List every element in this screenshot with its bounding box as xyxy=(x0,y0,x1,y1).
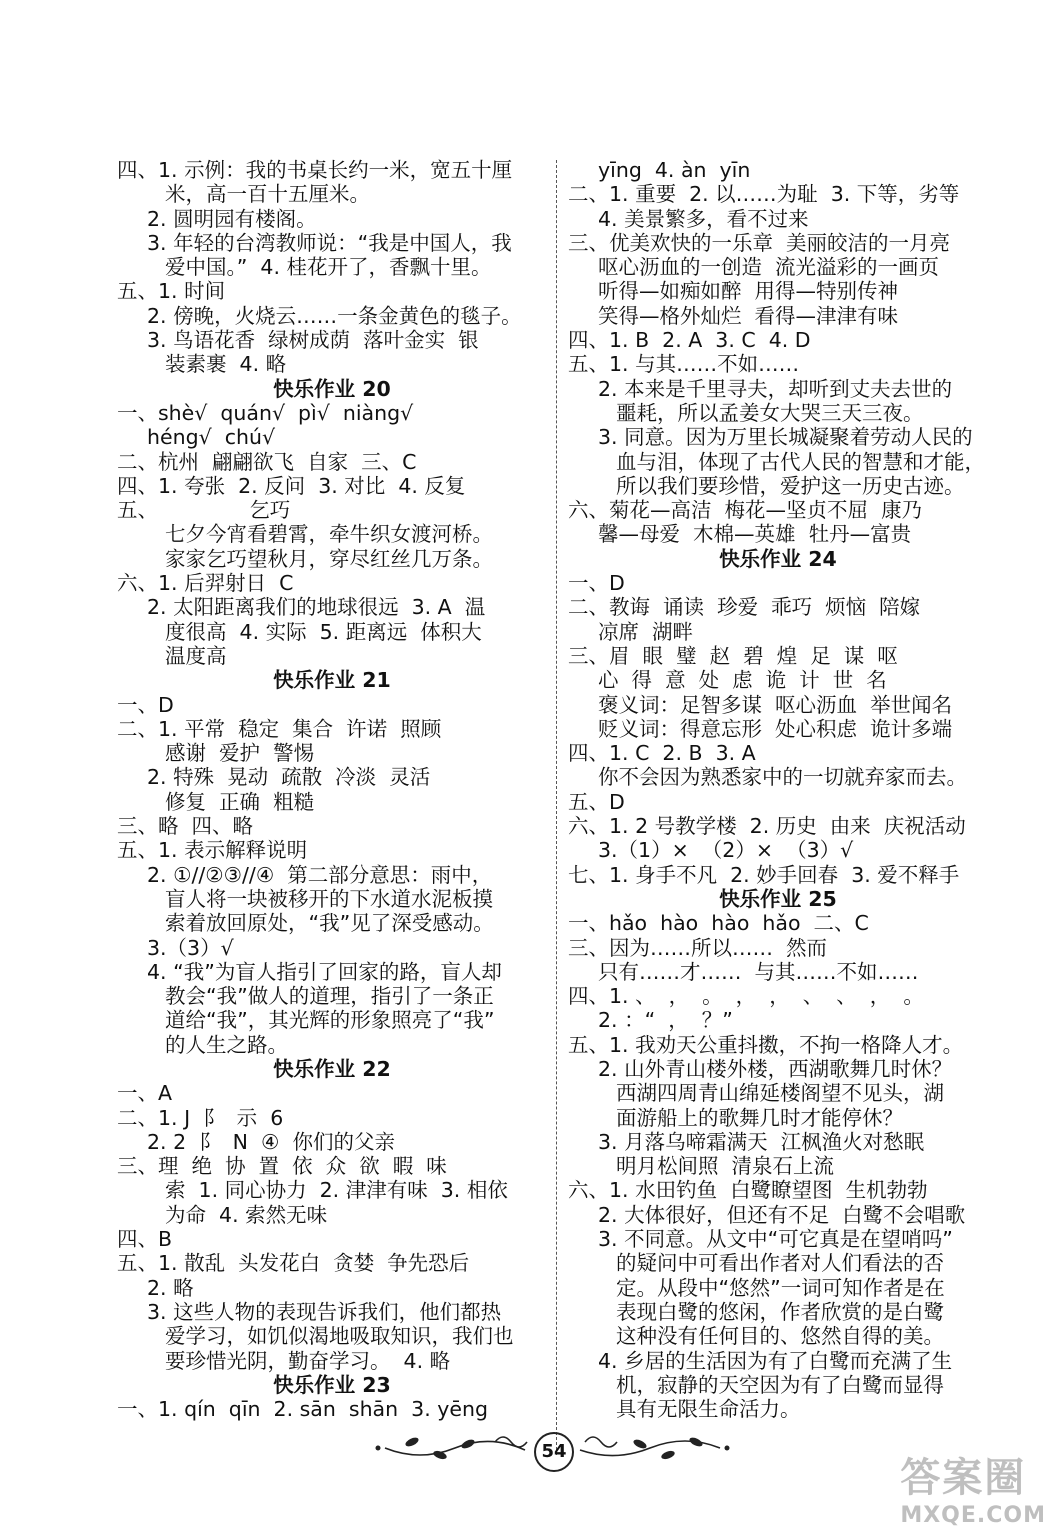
answer-line: 米，高一百十五厘米。 xyxy=(165,182,370,207)
answer-line: 2. 太阳距离我们的地球很远 3. A 温 xyxy=(147,595,486,620)
answer-line: 机，寂静的天空因为有了白鹭而显得 xyxy=(616,1372,944,1397)
section-title: 快乐作业 25 xyxy=(719,886,837,911)
answer-line: 2. 特殊 晃动 疏散 冷淡 灵活 xyxy=(147,765,431,790)
answer-line: 西湖四周青山绵延楼阁望不见头，湖 xyxy=(616,1081,944,1106)
answer-line: 一、D xyxy=(568,571,625,596)
answer-line: 3. 年轻的台湾教师说：“我是中国人，我 xyxy=(147,230,512,255)
answer-line: 修复 正确 粗糙 xyxy=(165,789,315,814)
answer-line: 2. 山外青山楼外楼，西湖歌舞几时休？ xyxy=(598,1056,953,1081)
answer-line: 七、1. 身手不凡 2. 妙手回春 3. 爱不释手 xyxy=(568,862,960,887)
answer-line: 三、眉 眼 璧 赵 碧 煌 足 谋 呕 xyxy=(568,643,898,668)
answer-line: 教会“我”做人的道理，指引了一条正 xyxy=(165,984,494,1009)
answer-line: 四、1. 示例：我的书桌长约一米，宽五十厘 xyxy=(117,158,513,182)
answer-line: 感谢 爱护 警惕 xyxy=(165,741,315,766)
right-column xyxy=(568,158,988,1421)
answer-line: 四、1. C 2. B 3. A xyxy=(568,741,756,766)
answer-line: 要珍惜光阴，勤奋学习。 4. 略 xyxy=(165,1348,451,1373)
answer-line: 贬义词：得意忘形 处心积虑 诡计多端 xyxy=(598,716,953,741)
answer-line: 的人生之路。 xyxy=(165,1032,288,1057)
answer-line: 四、B xyxy=(117,1227,173,1252)
answer-line: 四、1. 夸张 2. 反问 3. 对比 4. 反复 xyxy=(117,473,466,498)
answer-line: 一、D xyxy=(117,692,174,717)
answer-line: 一、A xyxy=(117,1081,173,1106)
answer-line: 六、1. 后羿射日 C xyxy=(117,571,294,596)
answer-line: 七夕今宵看碧霄，牵牛织女渡河桥。 xyxy=(165,522,493,547)
answer-line: 三、优美欢快的一乐章 美丽皎洁的一月亮 xyxy=(568,230,951,255)
answer-line: héng√ chú√ xyxy=(147,425,276,450)
answer-line: 具有无限生命活力。 xyxy=(616,1397,801,1422)
answer-line: 五、1. 时间 xyxy=(117,279,226,304)
answer-line: 度很高 4. 实际 5. 距离远 体积大 xyxy=(165,619,482,644)
footer-ornament xyxy=(0,1428,1058,1472)
answer-line: 3. 同意。因为万里长城凝聚着劳动人民的 xyxy=(598,425,973,450)
answer-line: 血与泪，体现了古代人民的智慧和才能， xyxy=(616,449,985,474)
watermark xyxy=(900,1446,1046,1528)
answer-line: 六、1. 水田钓鱼 白鹭瞭望图 生机勃勃 xyxy=(568,1178,928,1203)
answer-line: 2. 圆明园有楼阁。 xyxy=(147,206,317,231)
answer-line: 四、1. B 2. A 3. C 4. D xyxy=(568,328,811,353)
page-number: 54 xyxy=(534,1432,574,1472)
section-title: 快乐作业 22 xyxy=(273,1056,391,1081)
answer-line: 为命 4. 索然无味 xyxy=(165,1202,328,1227)
answer-line: 定。从段中“悠然”一词可知作者是在 xyxy=(616,1275,945,1300)
answer-line: 的疑问中可看出作者对人们看法的否 xyxy=(616,1251,944,1276)
answer-line: 明月松间照 清泉石上流 xyxy=(616,1154,835,1179)
answer-line: 凉席 湖畔 xyxy=(598,619,694,644)
section-title: 快乐作业 23 xyxy=(273,1372,391,1397)
answer-line: 3. 这些人物的表现告诉我们，他们都热 xyxy=(147,1299,502,1324)
answer-line: 呕心沥血的一创造 流光溢彩的一画页 xyxy=(598,255,940,280)
answer-line: 2. ：“ ， ？” xyxy=(598,1008,733,1033)
answer-line: 五、1. 我劝天公重抖擞，不拘一格降人才。 xyxy=(568,1032,964,1057)
answer-line: 4. “我”为盲人指引了回家的路，盲人却 xyxy=(147,959,502,984)
left-column xyxy=(117,158,547,1421)
answer-line: 噩耗，所以孟姜女大哭三天三夜。 xyxy=(616,400,924,425)
answer-line: 你不会因为熟悉家中的一切就弃家而去。 xyxy=(598,765,967,790)
answer-line: 温度高 xyxy=(165,643,227,668)
answer-line: 2. 大体很好，但还有不足 白鹭不会唱歌 xyxy=(598,1202,966,1227)
section-title: 快乐作业 24 xyxy=(719,546,837,571)
answer-line: 听得—如痴如醉 用得—特别传神 xyxy=(598,279,899,304)
section-title: 快乐作业 21 xyxy=(273,668,391,693)
section-title: 快乐作业 20 xyxy=(273,376,391,401)
answer-line: 二、1. 平常 稳定 集合 许诺 照顾 xyxy=(117,716,442,741)
answer-line: 盲人将一块被移开的下水道水泥板摸 xyxy=(165,886,493,911)
answer-line: 索 1. 同心协力 2. 津津有味 3. 相依 xyxy=(165,1178,508,1203)
answer-line: 馨—母爱 木棉—英雄 牡丹—富贵 xyxy=(598,522,912,547)
answer-line: 道给“我”，其光辉的形象照亮了“我” xyxy=(165,1008,495,1033)
answer-line: 三、因为……所以…… 然而 xyxy=(568,935,828,960)
answer-line: 五、1. 表示解释说明 xyxy=(117,838,308,863)
answer-line: 五、 乞巧 xyxy=(117,498,291,523)
answer-line: 六、菊花—高洁 梅花—坚贞不屈 康乃 xyxy=(568,498,923,523)
answer-line: 二、1. 重要 2. 以……为耻 3. 下等，劣等 xyxy=(568,182,960,207)
answer-line: 3. 鸟语花香 绿树成荫 落叶金实 银 xyxy=(147,328,479,353)
answer-line: 四、1. 、 ， 。 ， ， 、 、 ， 。 xyxy=(568,984,924,1009)
answer-line: 二、1. J 阝 示 6 xyxy=(117,1105,284,1130)
answer-line: 五、1. 散乱 头发花白 贪婪 争先恐后 xyxy=(117,1251,470,1276)
watermark-url: MXQE.COM xyxy=(900,1503,1046,1528)
answer-line: 只有……才…… 与其……不如…… xyxy=(598,959,919,984)
answer-line: 3.（3）√ xyxy=(147,935,234,960)
answer-line: 所以我们要珍惜，爱护这一历史古迹。 xyxy=(616,473,965,498)
answer-line: 褒义词：足智多谋 呕心沥血 举世闻名 xyxy=(598,692,953,717)
column-divider xyxy=(556,160,557,1455)
answer-line: 2. ①//②③//④ 第二部分意思：雨中， xyxy=(147,862,493,887)
answer-line: 2. 傍晚，火烧云……一条金黄色的毯子。 xyxy=(147,303,522,328)
answer-line: 一、shè√ quán√ pì√ niàng√ xyxy=(117,400,414,425)
answer-line: 六、1. 2 号教学楼 2. 历史 由来 庆祝活动 xyxy=(568,814,966,839)
answer-line: 2. 2 阝 N ④ 你们的父亲 xyxy=(147,1129,395,1154)
answer-line: 4. 乡居的生活因为有了白鹭而充满了生 xyxy=(598,1348,953,1373)
answer-line: 一、hǎo hào hào hǎo 二、C xyxy=(568,911,869,936)
answer-line: 4. 美景繁多，看不过来 xyxy=(598,206,809,231)
answer-line: 五、D xyxy=(568,789,625,814)
answer-line: 3. 月落乌啼霜满天 江枫渔火对愁眠 xyxy=(598,1129,925,1154)
answer-line: 二、杭州 翩翩欲飞 自家 三、C xyxy=(117,449,417,474)
answer-line: 家家乞巧望秋月，穿尽红丝几万条。 xyxy=(165,546,493,571)
answer-line: yīng 4. àn yīn xyxy=(598,158,751,182)
answer-line: 装素裹 4. 略 xyxy=(165,352,287,377)
answer-line: 心 得 意 处 虑 诡 计 世 名 xyxy=(598,668,887,693)
answer-line: 一、1. qín qīn 2. sān shān 3. yēng xyxy=(117,1397,488,1422)
answer-line: 三、略 四、略 xyxy=(117,814,254,839)
answer-line: 面游船上的歌舞几时才能停休？ xyxy=(616,1105,903,1130)
answer-line: 索着放回原处，“我”见了深受感动。 xyxy=(165,911,494,936)
answer-line: 表现白鹭的悠闲，作者欣赏的是白鹭 xyxy=(616,1299,944,1324)
answer-line: 笑得—格外灿烂 看得—津津有味 xyxy=(598,303,899,328)
answer-line: 五、1. 与其……不如…… xyxy=(568,352,800,377)
answer-line: 三、理 绝 协 置 依 众 欲 暇 味 xyxy=(117,1154,447,1179)
answer-line: 2. 本来是千里寻夫，却听到丈夫去世的 xyxy=(598,376,953,401)
answer-line: 2. 略 xyxy=(147,1275,194,1300)
answer-line: 3.（1）× （2）× （3）√ xyxy=(598,838,854,863)
answer-line: 这种没有任何目的、悠然自得的美。 xyxy=(616,1324,944,1349)
watermark-logo: 答案圈 xyxy=(900,1455,1027,1501)
answer-line: 爱中国。” 4. 桂花开了，香飘十里。 xyxy=(165,255,492,280)
answer-line: 3. 不同意。从文中“可它真是在望哨吗” xyxy=(598,1227,953,1252)
answer-line: 二、教诲 诵读 珍爱 乖巧 烦恼 陪嫁 xyxy=(568,595,921,620)
answer-line: 爱学习，如饥似渴地吸取知识，我们也 xyxy=(165,1324,514,1349)
